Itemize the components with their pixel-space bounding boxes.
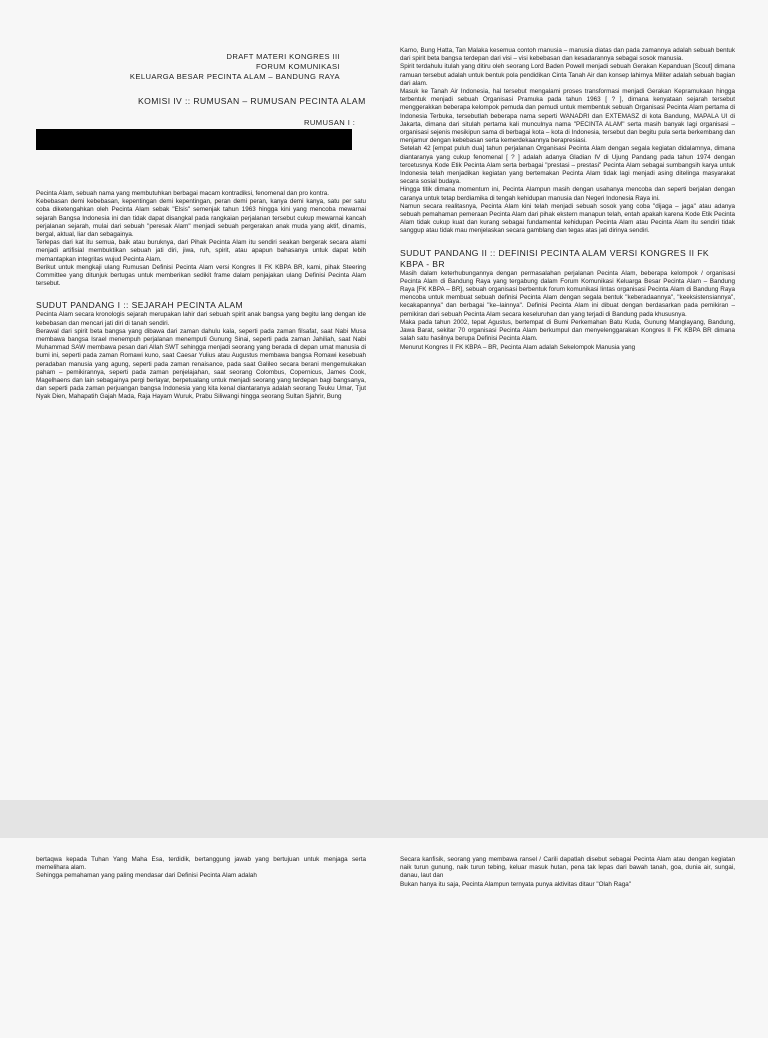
- header-line-1: DRAFT MATERI KONGRES III: [226, 52, 340, 61]
- paragraph: Masih dalam keterhubungannya dengan permasalahan perjalanan Pecinta Alam, beberapa kelompok / organisasi Pecinta Alam di Bandung Raya yang tergabung dalam Forum Komunikasi Keluarga Besar Pecinta Alam – Bandung Raya [FK KBPA – BR], sebuah organisasi berbentuk forum komunikasi lintas organisasi Pecinta Alam di Bandung Raya mencoba untuk membuat sebuah definisi Pecinta Alam dengan segala bentuk "keberadaannya", "keeksistensiannya", kecakapannya" dan berbagai "ke–lainnya". Definisi Pecinta Alam ini dibuat dengan berdasarkan pada pemikiran – pemikiran dari sebuah Pecinta Alam secara keseluruhan dan yang terjadi di Bandung pada khususnya.: [400, 269, 735, 318]
- paragraph: Pecinta Alam secara kronologis sejarah merupakan lahir dari sebuah spirit anak bangsa yang begitu lang dengan ide kebebasan dan mencari jati diri di tanah sendiri.: [36, 311, 366, 327]
- paragraph: Hingga titik dimana momentum ini, Pecinta Alampun masih dengan usahanya mencoba dan seperti berjalan dengan caranya untuk tetap berdiamika di tengah kehidupan manusia dan Negeri Indonesia Raya ini.: [400, 186, 735, 202]
- paragraph: Masuk ke Tanah Air Indonesia, hal tersebut mengalami proses transformasi menjadi Gerakan Kepramukaan hingga terbentuk menjadi sebuah Organisasi Pramuka pada tahun 1963 [ ? ], dimana kenyataan sejarah tersebut menggerakkan beberapa kelompok pemuda dan pemudi untuk membentuk sebuah Organisasi Pecinta Alam pertama di Indonesia Terbuka, tersebutlah beberapa nama seperti WANADRI dan EXTEMASZ di kota Bandung, MAPALA UI di Jakarta, dimana dari situlah pertama kali munculnya nama "PECINTA ALAM" serta masih banyak lagi organisasi – organisasi sejenis mesikipun sama di berbagai kota – kota di Indonesia, tersebut dan begitu pula serta berkembang dan menjamur dengan kebebasan serta kemerdekaannya berapresiasi.: [400, 88, 735, 145]
- rumusan-label: RUMUSAN I :: [304, 118, 356, 127]
- paragraph: Menurut Kongres II FK KBPA – BR, Pecinta Alam adalah Sekelompok Manusia yang: [400, 343, 636, 351]
- paragraph: Berawal dari spirit beta bangsa yang dibawa dari zaman dahulu kala, seperti pada zaman filsafat, saat Nabi Musa membawa bangsa Israel menempuh perjalanan menemputi Gunung Sinai, seperti pada zaman Jahiliah, saat Nabi Muhammad SAW membawa pesan dari Allah SWT sehingga menjadi seorang yang berada di depan umat manusia di bumi ini, seperti pada zaman Romawi kuno, saat Caesar Yulius atau Augustus membawa bangsa Romawi kesebuah peradaban manusia yang agung, seperti pada zaman renaisance, pada saat Galileo secara berani mengemukakan paham – pemikirannya, seperti pada zaman penjelajahan, saat seorang Colombus, Copernicus, James Cook, Magelhaens dan lain sebagainya pergi berlayar, berpetualang untuk menjadi seorang yang terdepan bagi bangsanya, dan seperti pada zaman perjuangan bangsa Indonesia yang kita kenal diantaranya adalah seorang Teuku Umar, Tjut Nyak Dien, Mahapatih Gajah Mada, Raja Hayam Wuruk, Prabu Siliwangi hingga seorang Sultan Sjahrir, Bung: [36, 327, 366, 401]
- section-heading: SUDUT PANDANG I :: SEJARAH PECINTA ALAM: [36, 300, 244, 311]
- paragraph: Setelah 42 [empat puluh dua] tahun perjalanan Organisasi Pecinta Alam dengan segala kegiatan didalamnya, dimana diantaranya yang cukup fenomenal [ ? ] adalah adanya Gladian IV di Ujung Pandang pada tahun 1974 dengan tercetusnya Kode Etik Pecinta Alam serta berbagai "prestasi – prestasi" Pecinta Alam sebagai sumbangsih karya untuk Indonesia telah menjadikan kegiatan yang bertemakan Pecinta Alam tidak lagi menjadi asing ditelinga masyarakat secara sosial budaya.: [400, 145, 735, 186]
- page1-right-column: [400, 47, 735, 792]
- paragraph: Terlepas dari kat itu semua, baik atau buruknya, dari Pihak Pecinta Alam itu sendiri seakan bergerak secara alami menjadi artifisial membuktikan sebuah jati diri, jiwa, ruh, spirit, atau apapun bahasanya untuk dapat lebih memantapkan integritas wujud Pecinta Alam.: [36, 239, 366, 263]
- paragraph: Berikut untuk mengkaji ulang Rumusan Definisi Pecinta Alam versi Kongres II FK KBPA BR, kami, pihak Steering Committee yang ditunjuk bertugas untuk memberikan sedikit frame dalam penjajakan ulang Definisi Pecinta Alam tersebut.: [36, 263, 366, 288]
- page1-left-column: [36, 190, 366, 790]
- komisi-title: KOMISI IV :: RUMUSAN – RUMUSAN PECINTA ALAM: [138, 96, 366, 106]
- header-line-2: FORUM KOMUNIKASI: [255, 62, 340, 71]
- paragraph: Maka pada tahun 2002, tepat Agustus, bertempat di Bumi Perkemahan Batu Kuda, Gunung Manglayang, Bandung, Jawa Barat, sekitar 70 organisasi Pecinta Alam berkumpul dan menyelenggarakan Kongres II FK KBPA BR dimana salah satu hasilnya berupa Definisi Pecinta Alam.: [400, 318, 735, 343]
- paragraph: Kebebasan demi kebebasan, kepentingan demi kepentingan, peran demi peran, kanya demi kanya, satu per satu coba diketengahkan oleh Pecinta Alam sebak "Elsis" semenjak tahun 1963 hingga kini yang mencoba mewarnai sejarah Bangsa Indonesia ini dan tidak dapat disangkal pada rangkaian perjalanan tersebut cukup mewarnai kancah perjalanan sejarah, mulai dari sebuah "peresak Alam" menjadi sebuah pergerakan anak muda yang aktif, dinamis, bergal, aktual, liar dan sebagainya.: [36, 198, 366, 239]
- paragraph: bertaqwa kepada Tuhan Yang Maha Esa, terdidik, bertanggung jawab yang bertujuan untuk menjaga serta memelihara alam.: [36, 856, 366, 872]
- paragraph: Bukan hanya itu saja, Pecinta Alampun ternyata punya aktivitas ditaur "Olah Raga": [400, 880, 631, 888]
- document-page-2: [0, 838, 768, 1038]
- paragraph: Namun secara realitasnya, Pecinta Alam kini telah menjadi sebuah sosok yang coba "dijaga – jaga" atau adanya sebuah pemahaman pemeraan Pecinta Alam dari pihak ekstern manapun telah, entah apakah karena Kode Etik Pecinta Alam tidak cukup kuat dan kurang sebagai fundamental kehidupan Pecinta Alam atau Pecinta Alam itu sendiri tidak sanggup atau tidak mau menjelaskan secara gamblang dan tegas atas jati dirinya sendiri.: [400, 202, 735, 235]
- page2-right-column: [400, 856, 735, 1026]
- paragraph: Spirit terdahulu itulah yang ditiru oleh seorang Lord Baden Powell menjadi sebuah Gerakan Kepanduan [Scout] dimana ramuan tersebut adalah untuk bentuk pola pendidikan Cinta Tanah Air dan konsep lahirnya Militer adalah sebuah bagian dari alam.: [400, 63, 735, 87]
- paragraph: Pecinta Alam, sebuah nama yang membutuhkan berbagai macam kontradiksi, fenomenal dan pro kontra.: [36, 190, 329, 197]
- paragraph: Sehingga pemahaman yang paling mendasar dari Definisi Pecinta Alam adalah: [36, 872, 257, 880]
- page2-left-column: [36, 856, 366, 1026]
- header-line-3: KELUARGA BESAR PECINTA ALAM – BANDUNG RAYA: [129, 72, 340, 81]
- redaction-bar: [36, 129, 352, 150]
- paragraph: Karno, Bung Hatta, Tan Malaka kesemua contoh manusia – manusia diatas dan pada zamannya adalah sebuah bentuk dari spirit beta bangsa terdepan dari visi – visi kebebasan dan kesadarannya sebagai sosok manusia.: [400, 47, 735, 63]
- page-gap: [0, 800, 768, 838]
- section-heading: SUDUT PANDANG II :: DEFINISI PECINTA ALAM VERSI KONGRES II FK KBPA - BR: [400, 247, 710, 269]
- paragraph: Secara kanfisik, seorang yang membawa ransel / Carili dapatlah disebut sebagai Pecinta Alam atau dengan kegiatan naik turun gunung, naik turun tebing, keluar masuk hutan, pena tak lepas dari bawah tanah, goa, dunia air, sungai, danau, laut dan: [400, 856, 735, 880]
